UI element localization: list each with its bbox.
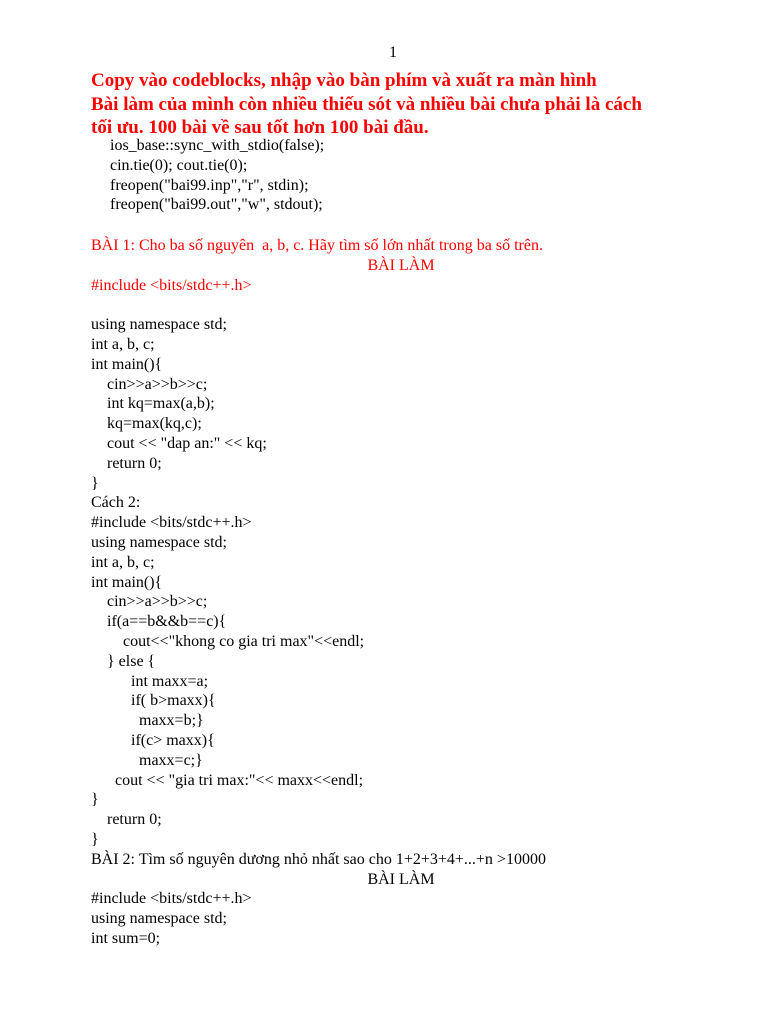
intro-line: tối ưu. 100 bài về sau tốt hơn 100 bài đầu. (91, 117, 429, 138)
code-line: int a, b, c; (91, 335, 155, 353)
code-line: int main(){ (91, 355, 163, 373)
code-line: return 0; (91, 454, 162, 472)
code-line: if(c> maxx){ (91, 731, 215, 749)
code-line: #include <bits/stdc++.h> (91, 514, 252, 532)
intro-note (91, 69, 731, 140)
code-line: int main(){ (91, 573, 163, 591)
code-line: #include <bits/stdc++.h> (91, 890, 252, 908)
exercise-content (91, 236, 711, 949)
code-line: maxx=b;} (91, 712, 204, 730)
code-line: freopen("bai99.inp","r", stdin); (110, 176, 309, 194)
code-line: kq=max(kq,c); (91, 415, 202, 433)
code-line: } (91, 830, 99, 848)
code-line: cin>>a>>b>>c; (91, 593, 208, 611)
exercise-title: BÀI 1: Cho ba số nguyên a, b, c. Hãy tìm số lớn nhất trong ba số trên. (91, 237, 543, 254)
exercise-title: BÀI 2: Tìm số nguyên dương nhỏ nhất sao cho 1+2+3+4+...+n >10000 (91, 850, 546, 868)
code-line: freopen("bai99.out","w", stdout); (110, 196, 323, 214)
code-line: int kq=max(a,b); (91, 395, 215, 413)
blank-line (91, 295, 711, 315)
code-line: int maxx=a; (91, 672, 209, 690)
solution-heading: BÀI LÀM (367, 870, 435, 888)
method-heading: Cách 2: (91, 494, 141, 512)
code-line: if( b>maxx){ (91, 692, 216, 710)
code-line: if(a==b&&b==c){ (91, 613, 227, 631)
code-line: int sum=0; (91, 929, 161, 947)
code-line: cout<<"khong co gia tri max"<<endl; (91, 632, 365, 650)
code-line: } (91, 474, 99, 492)
code-line: cin>>a>>b>>c; (91, 375, 208, 393)
solution-heading: BÀI LÀM (367, 256, 435, 274)
code-line: cout << "dap an:" << kq; (91, 434, 267, 452)
code-line: using namespace std; (91, 910, 227, 928)
code-line: #include <bits/stdc++.h> (91, 276, 252, 294)
page-number: 1 (389, 44, 397, 61)
code-line: return 0; (91, 811, 162, 829)
code-line: using namespace std; (91, 316, 227, 334)
intro-line: Copy vào codeblocks, nhập vào bàn phím và xuất ra màn hình (91, 70, 597, 91)
code-line: using namespace std; (91, 533, 227, 551)
intro-line: Bài làm của mình còn nhiều thiếu sót và nhiều bài chưa phải là cách (91, 93, 642, 115)
code-line: } (91, 791, 99, 809)
code-line: cin.tie(0); cout.tie(0); (110, 156, 248, 174)
code-line: ios_base::sync_with_stdio(false); (110, 137, 325, 154)
code-line: } else { (91, 652, 156, 670)
code-line: int a, b, c; (91, 553, 155, 571)
code-line: cout << "gia tri max:"<< maxx<<endl; (91, 771, 364, 789)
code-line: maxx=c;} (91, 751, 203, 769)
io-setup-code (110, 136, 324, 215)
